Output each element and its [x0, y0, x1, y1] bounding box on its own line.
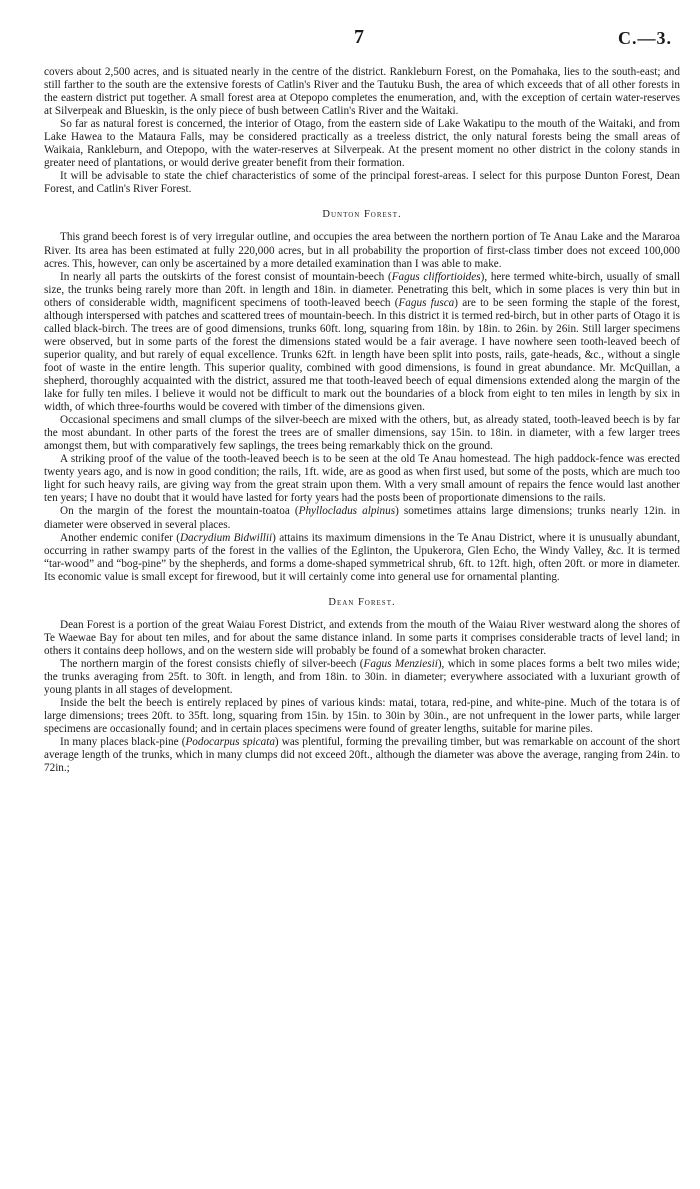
section-heading-dean-forest: Dean Forest. [328, 596, 396, 608]
intro-paragraph: So far as natural forest is concerned, the interior of Otago, from the eastern side of Lake Wakatipu to the mouth of the Waitaki, and from Lake Hawea to the Mataura Falls, may be considered practically as a treeless district, the only natural forests being the small areas of Waikaia, Rankleburn, and Otepopo, with the water-reserves at Silverpeak. At the present moment no other district in the colony stands in greater need of plantations, or would derive greater benefit from their formation. [44, 118, 680, 170]
species-name: Fagus Menziesii [363, 657, 438, 670]
intro-paragraph: It will be advisable to state the chief characteristics of some of the principal forest-areas. I select for this purpose Dunton Forest, Dean Forest, and Catlin's River Forest. [44, 170, 680, 196]
species-name: Fagus fusca [398, 296, 455, 309]
dean-paragraph [44, 736, 680, 775]
dunton-paragraph [44, 271, 680, 415]
species-name: Podocarpus spicata [185, 736, 275, 749]
dunton-paragraph: A striking proof of the value of the tooth-leaved beech is to be seen at the old Te Anau homestead. The high paddock-fence was erected twenty years ago, and is now in good condition; the rails, 1ft. wide, are as good as when first used, but some of the posts, which are much too light for such heavy rails, are giving way from the great strain upon them. With a very small amount of repairs the fence would last another ten years; I have no doubt that it would have lasted for forty years had the posts been of proportionate dimensions to the rails. [44, 453, 680, 505]
species-name: Fagus cliffortioides [391, 270, 481, 283]
dean-paragraph: Inside the belt the beech is entirely replaced by pines of various kinds: matai, totara, red-pine, and white-pine. Much of the totara is of large dimensions; trees 20ft. to 35ft. long, squaring from 15in. by 15in. to 30in by 30in., are not unfrequent in the lower parts, while larger specimens are occasionally found; and in certain places specimens were found of greater lengths, suitable for marine piles. [44, 697, 680, 736]
text-run: Another endemic conifer ( [60, 531, 180, 544]
document-reference: C.—3. [618, 28, 672, 48]
text-run: In nearly all parts the outskirts of the forest consist of mountain-beech ( [60, 270, 392, 283]
text-run: ) was plentiful, forming the prevailing timber, but was remarkable on account of the short average length of the trunks, which in many clumps did not exceed 20ft., although the diameter was above the average, ranging from 24in. to 72in.; [44, 736, 680, 775]
dunton-paragraph [44, 532, 680, 584]
species-name: Dacrydium Bidwillii [179, 531, 273, 544]
text-run: ), here termed white-birch, usually of small size, the trunks being rarely more than 20ft. in length and 18in. in diameter. Penetrating this belt, which in some places is very thin but in others of considerable width, magnificent specimens of tooth-leaved beech ( [44, 270, 680, 309]
dean-paragraph [44, 658, 680, 697]
section-heading-dunton-forest: Dunton Forest. [322, 209, 402, 221]
text-run: ), which in some places forms a belt two miles wide; the trunks averaging from 25ft. to 30ft. in length, and from 18in. to 30in. in diameter; everywhere associated with a luxuriant growth of young plants in all stages of development. [44, 657, 680, 696]
dean-paragraph: Dean Forest is a portion of the great Waiau Forest District, and extends from the mouth of the Waiau River westward along the shores of Te Waewae Bay for about ten miles, and for about the same distance inland. In some parts it comprises considerable tracts of level land; in others it contains deep hollows, and on the western side will probably be found of a somewhat broken character. [44, 618, 680, 657]
dunton-paragraph: Occasional specimens and small clumps of the silver-beech are mixed with the others, but, as already stated, tooth-leaved beech is by far the most abundant. In other parts of the forest the trees are of smaller dimensions, say 15in. to 18in. in diameter, with a few larger trees amongst them, but with comparatively few saplings, the trees being remarkably thick on the ground. [44, 414, 680, 453]
text-run: ) attains its maximum dimensions in the Te Anau District, where it is unusually abundant, occurring in rather swampy parts of the forest in the vallies of the Eglinton, the Upukerora, Glen Echo, the Windy Valley, &c. It is termed “tar-wood” and “bog-pine” by the shepherds, and forms a dome-shaped symmetrical shrub, 6ft. to 12ft. high, often 20ft. or more in diameter. Its economic value is small except for firewood, but it will certainly come into general use for ornamental planting. [44, 531, 680, 583]
species-name: Phyllocladus alpinus [298, 505, 396, 518]
text-run: In many places black-pine ( [60, 736, 186, 749]
dunton-paragraph [44, 505, 680, 531]
page-header [44, 26, 680, 56]
page-body [44, 66, 680, 775]
text-run: On the margin of the forest the mountain-toatoa ( [60, 505, 299, 518]
text-run: ) are to be seen forming the staple of the forest, although interspersed with patches and scattered trees of mountain-beech. In this district it is termed red-birch, but in other parts of Otago it is called black-birch. The trees are of good dimensions, trunks 60ft. long, squaring from 18in. by 18in. to 26in. by 26in. Still larger specimens were observed, but in some parts of the forest the dimensions stated would be a fair average. I have nowhere seen tooth-leaved beech of superior quality, and but rarely of equal excellence. Trunks 62ft. in length have been split into posts, rails, gate-heads, &c., without a single foot of waste in the entire length. This superior quality, combined with good dimensions, is found in great abundance. Mr. McQuillan, a shepherd, thoroughly acquainted with the district, assured me that tooth-leaved beech of equal dimensions extended along the margin of the lake for fully ten miles. I believe it would not be difficult to mark out the boundaries of a block from eight to ten miles in length by six in width, of which three-fourths would be covered with timber of the dimensions given. [44, 296, 680, 414]
text-run: ) sometimes attains large dimensions; trunks nearly 12in. in diameter were observed in several places. [44, 505, 681, 531]
intro-paragraph: covers about 2,500 acres, and is situated nearly in the centre of the district. Rankleburn Forest, on the Pomahaka, lies to the south-east; and still farther to the south are the extensive forests of Catlin's River and the Tautuku Bush, the area of which exceeds that of all other forests in the eastern district put together. A small forest area at Otepopo completes the enumeration, and, with the exception of certain water-reserves at Silverpeak and Blueskin, is the only piece of bush between Catlin's River and the Waitaki. [44, 66, 680, 118]
text-run: The northern margin of the forest consists chiefly of silver-beech ( [60, 657, 364, 670]
page-number: 7 [354, 26, 364, 48]
dunton-paragraph: This grand beech forest is of very irregular outline, and occupies the area between the northern portion of Te Anau Lake and the Mararoa River. Its area has been estimated at fully 220,000 acres, but in all probability the proportion of first-class timber does not exceed 100,000 acres. This, however, can only be ascertained by a more detailed examination than I was able to make. [44, 231, 680, 270]
